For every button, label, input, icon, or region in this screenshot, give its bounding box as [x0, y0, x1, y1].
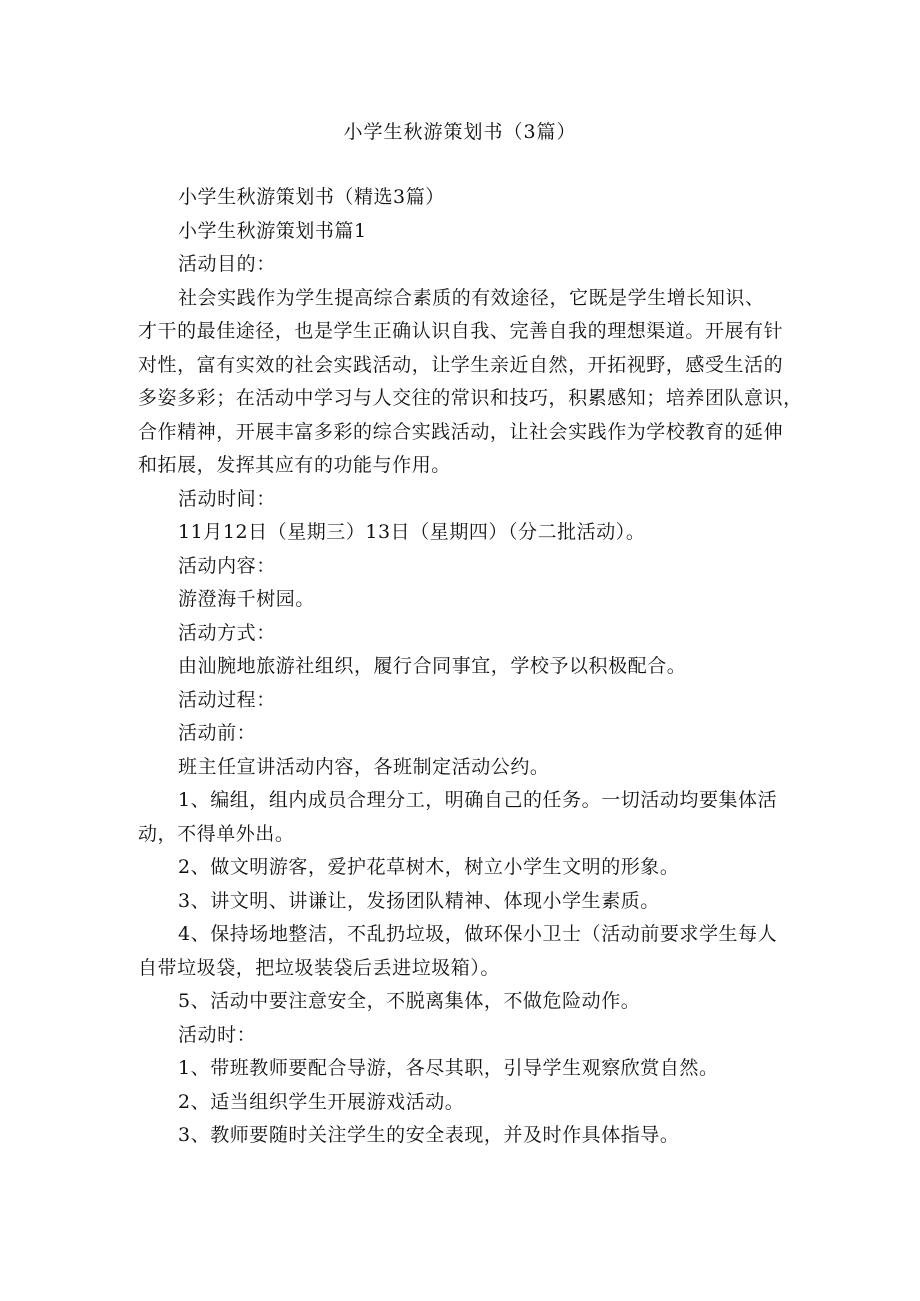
- paragraph-line: 2、做文明游客，爱护花草树木，树立小学生文明的形象。: [178, 856, 680, 878]
- paragraph: [138, 650, 788, 684]
- paragraph-line: 1、带班教师要配合导游，各尽其职，引导学生观察欣赏自然。: [178, 1057, 719, 1079]
- document-body: [138, 181, 803, 1153]
- paragraph: [138, 918, 788, 985]
- paragraph-line: 班主任宣讲活动内容，各班制定活动公约。: [178, 755, 550, 778]
- paragraph-line: 活动时间：: [178, 487, 276, 510]
- paragraph-line: 活动过程：: [178, 688, 276, 711]
- paragraph-line: 游澄海千树园。: [178, 588, 315, 610]
- paragraph-line: 自带垃圾袋，把垃圾装袋后丢进垃圾箱）。: [138, 956, 500, 979]
- paragraph: [138, 1052, 788, 1086]
- paragraph: [138, 181, 788, 215]
- paragraph: [138, 885, 788, 919]
- paragraph-line: 由汕腕地旅游社组织，履行合同事宜，学校予以积极配合。: [178, 655, 687, 677]
- paragraph: [138, 1086, 788, 1120]
- paragraph-line: 才干的最佳途径，也是学生正确认识自我、完善自我的理想渠道。开展有针: [138, 320, 784, 342]
- paragraph: [138, 516, 788, 550]
- paragraph-line: 活动前：: [178, 722, 257, 744]
- paragraph-line: 对性，富有实效的社会实践活动，让学生亲近自然，开拓视野，感受生活的: [138, 353, 784, 376]
- paragraph-line: 11月12日（星期三）13日（星期四）（分二批活动）。: [178, 521, 646, 543]
- paragraph-line: 社会实践作为学生提高综合素质的有效途径，它既是学生增长知识、: [178, 286, 765, 309]
- paragraph-line: 动，不得单外出。: [138, 822, 295, 845]
- paragraph: [138, 248, 788, 282]
- paragraph: [138, 751, 788, 785]
- paragraph-line: 活动方式：: [178, 621, 276, 644]
- paragraph-line: 5、活动中要注意安全，不脱离集体，不做危险动作。: [178, 990, 641, 1012]
- paragraph-line: 小学生秋游策划书篇1: [178, 219, 367, 242]
- paragraph: [138, 483, 788, 517]
- paragraph-line: 4、保持场地整洁，不乱扔垃圾，做环保小卫士（活动前要求学生每人: [178, 923, 778, 945]
- document-title: 小学生秋游策划书（3篇）: [343, 121, 577, 143]
- paragraph: [138, 1119, 788, 1153]
- paragraph: [138, 215, 788, 249]
- paragraph-line: 和拓展，发挥其应有的功能与作用。: [138, 454, 451, 476]
- paragraph-line: 2、适当组织学生开展游戏活动。: [178, 1090, 465, 1113]
- paragraph: [138, 985, 788, 1019]
- paragraph-line: 活动内容：: [178, 554, 276, 577]
- paragraph: [138, 784, 788, 851]
- paragraph: [138, 583, 788, 617]
- paragraph: [138, 282, 803, 483]
- paragraph: [138, 550, 788, 584]
- paragraph: [138, 1019, 788, 1053]
- paragraph-line: 活动目的：: [178, 253, 276, 275]
- paragraph-line: 1、编组，组内成员合理分工，明确自己的任务。一切活动均要集体活: [178, 789, 778, 811]
- paragraph: [138, 717, 788, 751]
- paragraph: [138, 851, 788, 885]
- paragraph-line: 3、讲文明、讲谦让，发扬团队精神、体现小学生素质。: [178, 889, 660, 912]
- paragraph: [138, 617, 788, 651]
- paragraph-line: 多姿多彩；在活动中学习与人交往的常识和技巧，积累感知；培养团队意识，: [138, 387, 803, 409]
- paragraph: [138, 684, 788, 718]
- paragraph-line: 小学生秋游策划书（精选3篇）: [178, 186, 445, 208]
- paragraph-line: 活动时：: [178, 1023, 257, 1046]
- paragraph-line: 合作精神，开展丰富多彩的综合实践活动，让社会实践作为学校教育的延伸: [138, 420, 784, 443]
- paragraph-line: 3、教师要随时关注学生的安全表现，并及时作具体指导。: [178, 1124, 680, 1146]
